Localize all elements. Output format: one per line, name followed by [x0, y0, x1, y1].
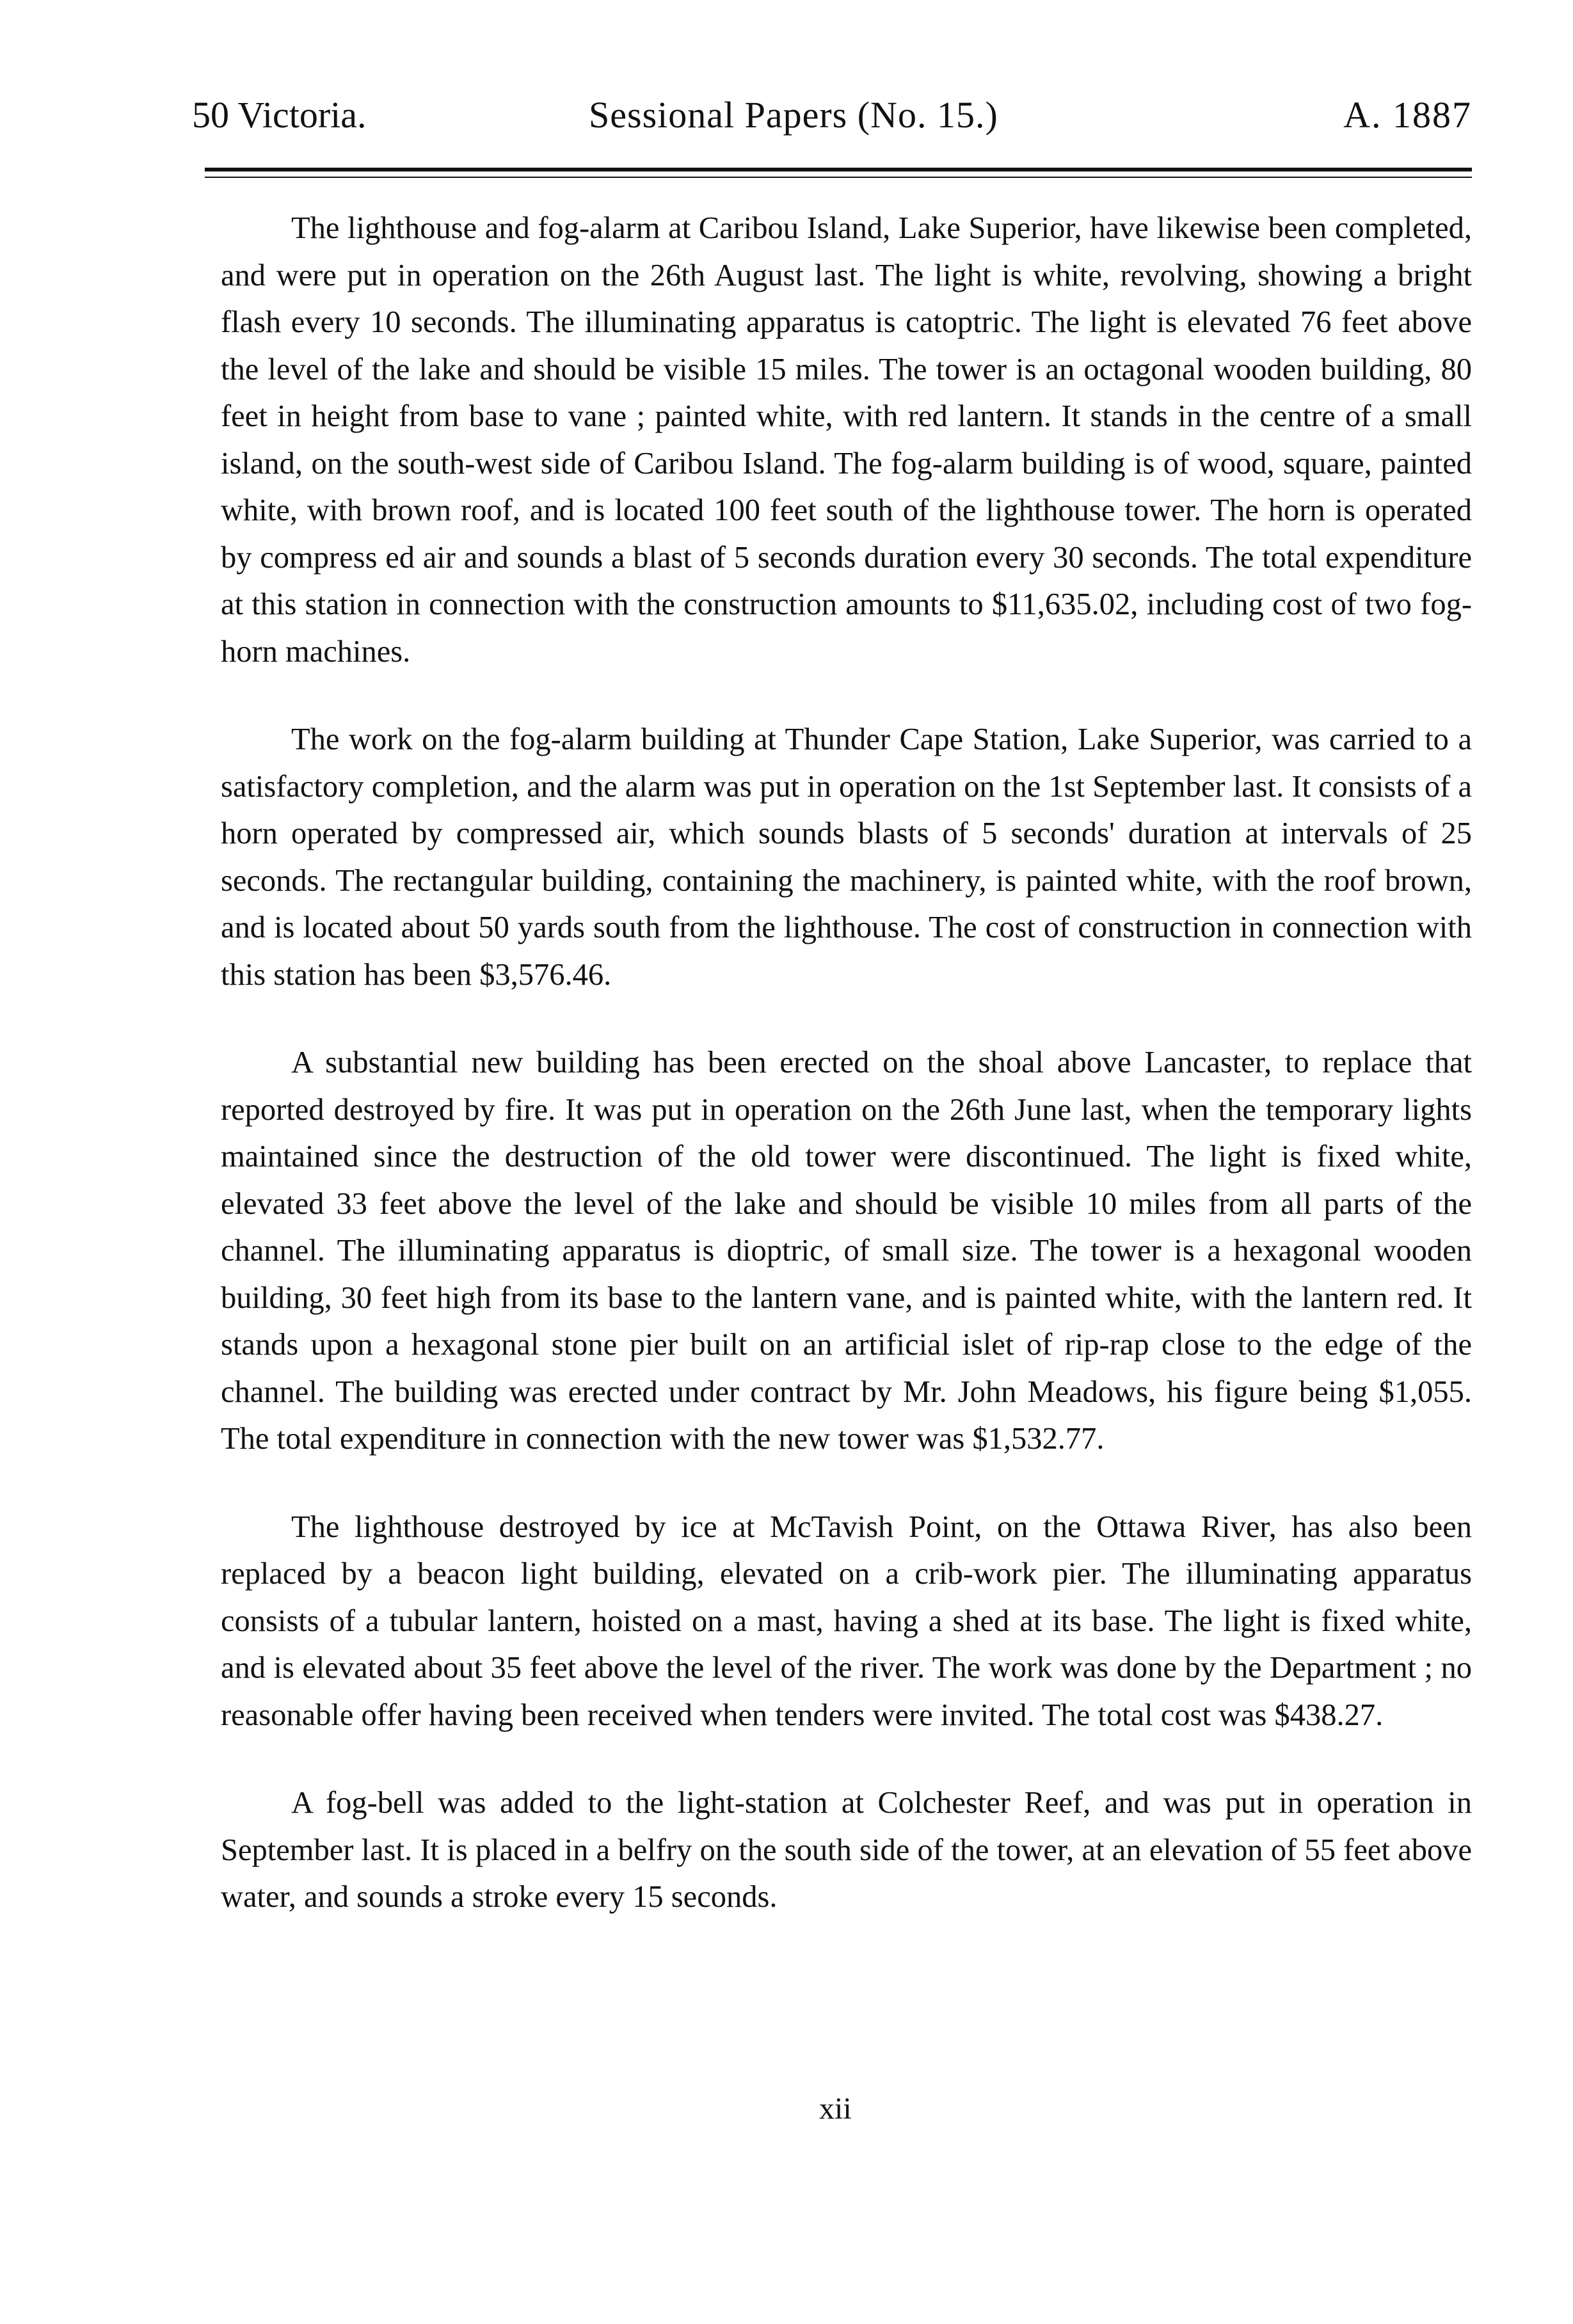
header-year: A. 1887: [1343, 94, 1472, 136]
paragraph-colchester-reef: A fog-bell was added to the light-station at Colchester Reef, and was put in operation in September last. It is placed in a belfry on the south side of the tower, at an elevation of 55 feet above water, and sounds a stroke every 15 seconds.: [221, 1786, 1472, 1914]
paragraph-lancaster-shoal: A substantial new building has been erected on the shoal above Lancaster, to replace that reported destroyed by fire. It was put in operation on the 26th June last, when the temporary lights maintained since the destruction of the old tower were discontinued. The light is fixed white, elevated 33 feet above the level of the lake and should be visible 10 miles from all parts of the channel. The illuminating apparatus is dioptric, of small size. The tower is a hexagonal wooden building, 30 feet high from its base to the lantern vane, and is painted white, with the lantern red. It stands upon a hexagonal stone pier built on an artificial islet of rip-rap close to the edge of the channel. The building was erected under contract by Mr. John Meadows, his figure being $1,055. The total expenditure in connection with the new tower was $1,532.77.: [221, 1046, 1472, 1456]
header-title: Sessional Papers (No. 15.): [589, 94, 998, 136]
paragraph-caribou-island: The lighthouse and fog-alarm at Caribou Island, Lake Superior, have likewise been completed, and were put in operation on the 26th August last. The light is white, revolving, showing a bright flash every 10 seconds. The illuminating apparatus is catoptric. The light is elevated 76 feet above the level of the lake and should be visible 15 miles. The tower is an octagonal wooden building, 80 feet in height from base to vane ; painted white, with red lantern. It stands in the centre of a small island, on the south-west side of Caribou Island. The fog-alarm building is of wood, square, painted white, with brown roof, and is located 100 feet south of the lighthouse tower. The horn is operated by compress ed air and sounds a blast of 5 seconds duration every 30 seconds. The total expenditure at this station in connection with the construction amounts to $11,635.02, including cost of two fog-horn machines.: [221, 211, 1472, 669]
header-rule-thick: [205, 168, 1472, 171]
running-header: [192, 90, 1472, 141]
paragraph-mctavish-point: The lighthouse destroyed by ice at McTavish Point, on the Ottawa River, has also been replaced by a beacon light building, elevated on a crib-work pier. The illuminating apparatus consists of a tubular lantern, hoisted on a mast, having a shed at its base. The light is fixed white, and is elevated about 35 feet above the level of the river. The work was done by the Department ; no reasonable offer having been received when tenders were invited. The total cost was $438.27.: [221, 1509, 1472, 1732]
paragraph-thunder-cape: The work on the fog-alarm building at Thunder Cape Station, Lake Superior, was carried to a satisfactory completion, and the alarm was put in operation on the 1st September last. It consists of a horn operated by compressed air, which sounds blasts of 5 seconds' duration at intervals of 25 seconds. The rectangular building, containing the machinery, is painted white, with the roof brown, and is located about 50 yards south from the lighthouse. The cost of construction in connection with this station has been $3,576.46.: [221, 722, 1472, 992]
page-number: xii: [819, 2092, 852, 2126]
header-volume: 50 Victoria.: [192, 94, 367, 136]
header-rule-thin: [205, 177, 1472, 178]
body-text: [221, 205, 1472, 1921]
